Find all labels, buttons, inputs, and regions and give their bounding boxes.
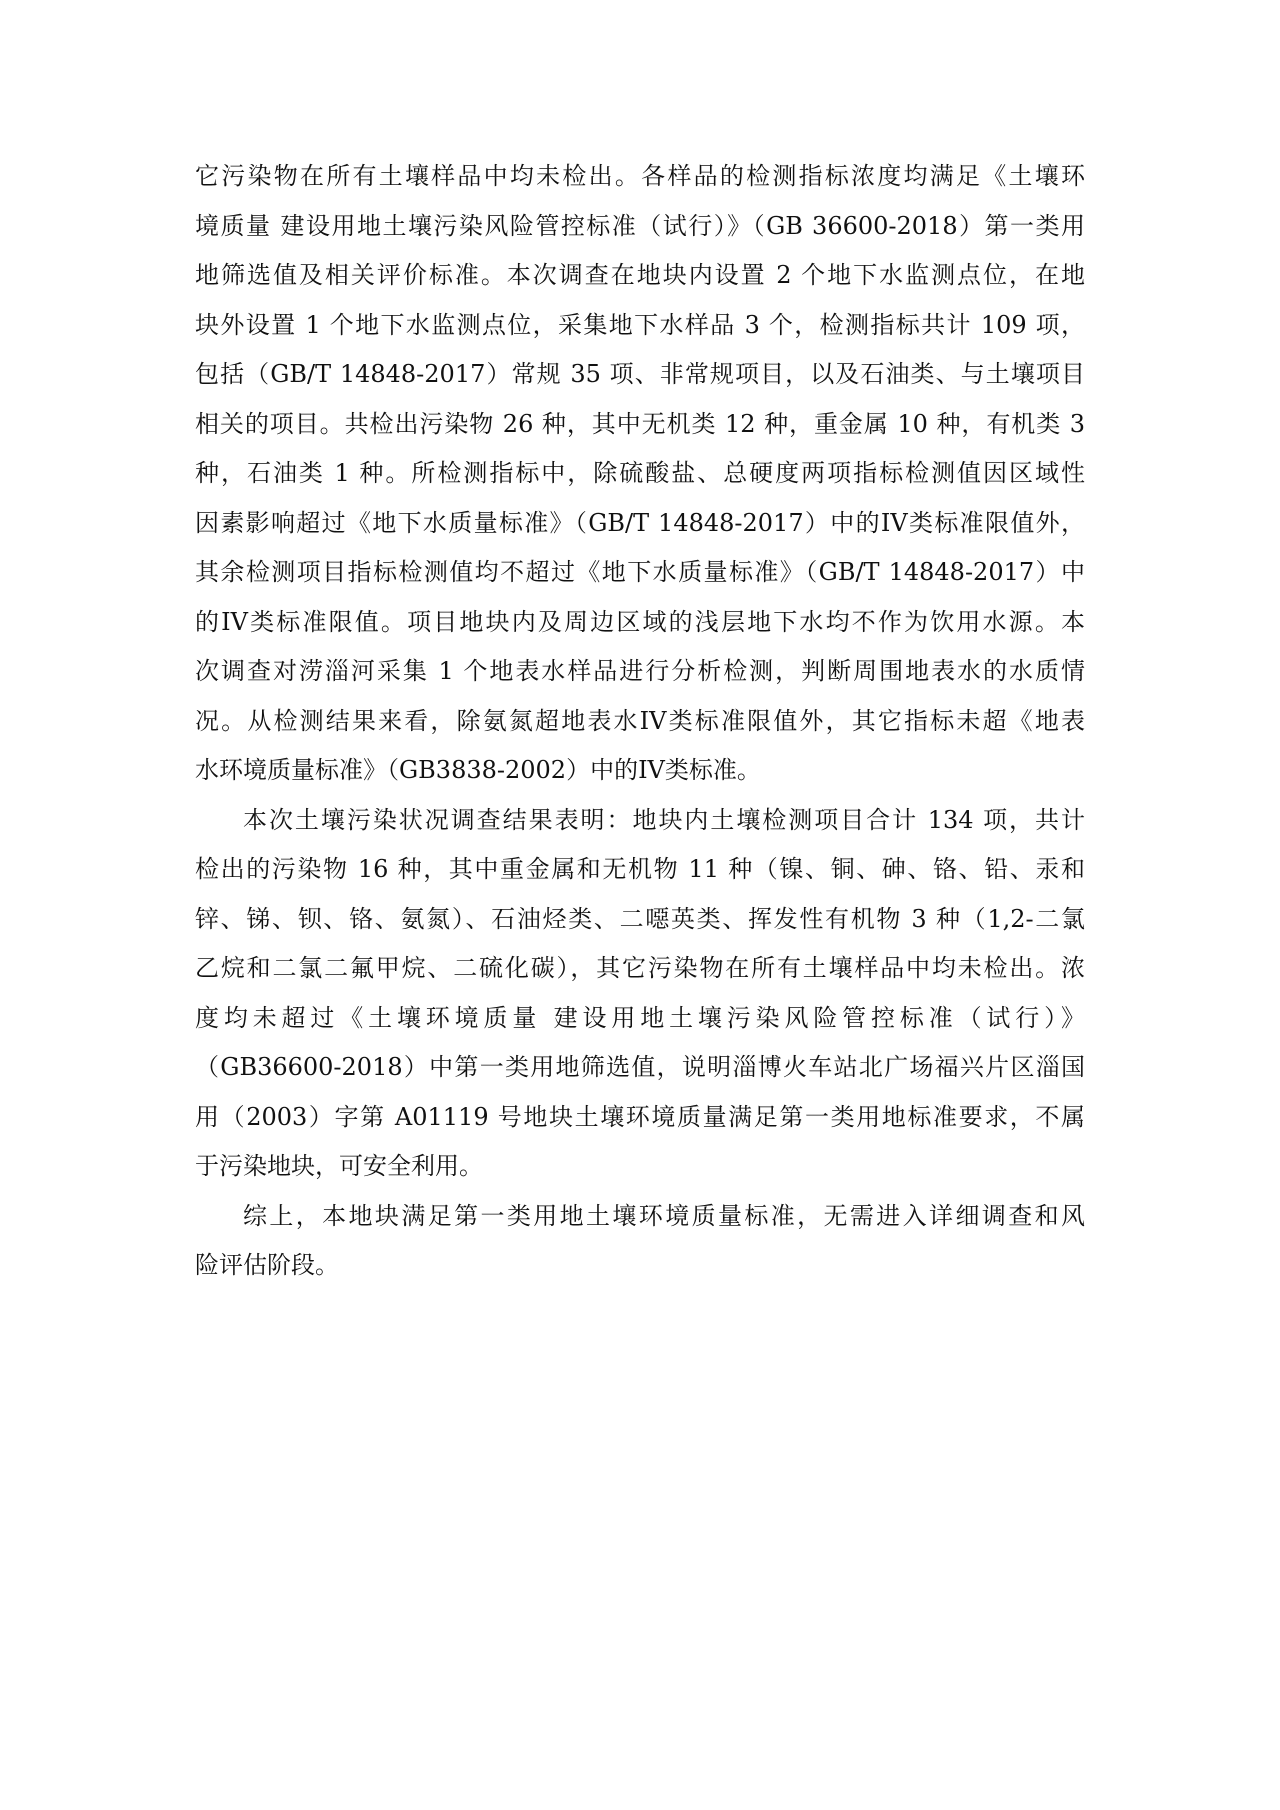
- document-body: [195, 152, 1085, 1291]
- paragraph-summary: [195, 1192, 1085, 1291]
- text-line: 相关的项目。共检出污染物 26 种，其中无机类 12 种，重金属 10 种，有机类 3: [195, 409, 1085, 438]
- text-line: （GB36600-2018）中第一类用地筛选值，说明淄博火车站北广场福兴片区淄国: [195, 1053, 1085, 1081]
- text-line: 水环境质量标准》（GB3838-2002）中的IV类标准。: [195, 756, 761, 784]
- text-line: 检出的污染物 16 种，其中重金属和无机物 11 种（镍、铜、砷、铬、铅、汞和: [195, 855, 1085, 883]
- paragraph-soil-conclusion: [195, 796, 1085, 1192]
- text-line: 种，石油类 1 种。所检测指标中，除硫酸盐、总硬度两项指标检测值因区域性: [195, 459, 1085, 487]
- text-line: 块外设置 1 个地下水监测点位，采集地下水样品 3 个，检测指标共计 109 项，: [195, 310, 1085, 339]
- text-line: 包括（GB/T 14848-2017）常规 35 项、非常规项目，以及石油类、与土壤项目: [195, 360, 1085, 388]
- text-line: 其余检测项目指标检测值均不超过《地下水质量标准》（GB/T 14848-2017）中: [195, 558, 1085, 586]
- text-line: 综上，本地块满足第一类用地土壤环境质量标准，无需进入详细调查和风: [243, 1201, 1085, 1230]
- text-line: 险评估阶段。: [195, 1251, 339, 1279]
- text-line: 于污染地块，可安全利用。: [195, 1152, 483, 1180]
- text-line: 度均未超过《土壤环境质量 建设用地土壤污染风险管控标准（试行）》: [195, 1003, 1085, 1032]
- text-line: 因素影响超过《地下水质量标准》（GB/T 14848-2017）中的IV类标准限值外，: [195, 508, 1085, 537]
- text-line: 锌、锑、钡、铬、氨氮）、石油烃类、二噁英类、挥发性有机物 3 种（1,2-二氯: [195, 904, 1085, 933]
- text-line: 乙烷和二氯二氟甲烷、二硫化碳），其它污染物在所有土壤样品中均未检出。浓: [195, 954, 1085, 982]
- text-line: 用（2003）字第 A01119 号地块土壤环境质量满足第一类用地标准要求，不属: [195, 1102, 1085, 1131]
- text-line: 的IV类标准限值。项目地块内及周边区域的浅层地下水均不作为饮用水源。本: [195, 607, 1085, 636]
- paragraph-groundwater-results: [195, 152, 1085, 796]
- text-line: 况。从检测结果来看，除氨氮超地表水IV类标准限值外，其它指标未超《地表: [195, 706, 1085, 735]
- text-line: 地筛选值及相关评价标准。本次调查在地块内设置 2 个地下水监测点位，在地: [195, 261, 1085, 289]
- text-line: 本次土壤污染状况调查结果表明：地块内土壤检测项目合计 134 项，共计: [243, 805, 1085, 834]
- text-line: 境质量 建设用地土壤污染风险管控标准（试行）》（GB 36600-2018）第一类用: [195, 211, 1085, 240]
- text-line: 次调查对涝淄河采集 1 个地表水样品进行分析检测，判断周围地表水的水质情: [195, 657, 1085, 685]
- text-line: 它污染物在所有土壤样品中均未检出。各样品的检测指标浓度均满足《土壤环: [195, 162, 1085, 190]
